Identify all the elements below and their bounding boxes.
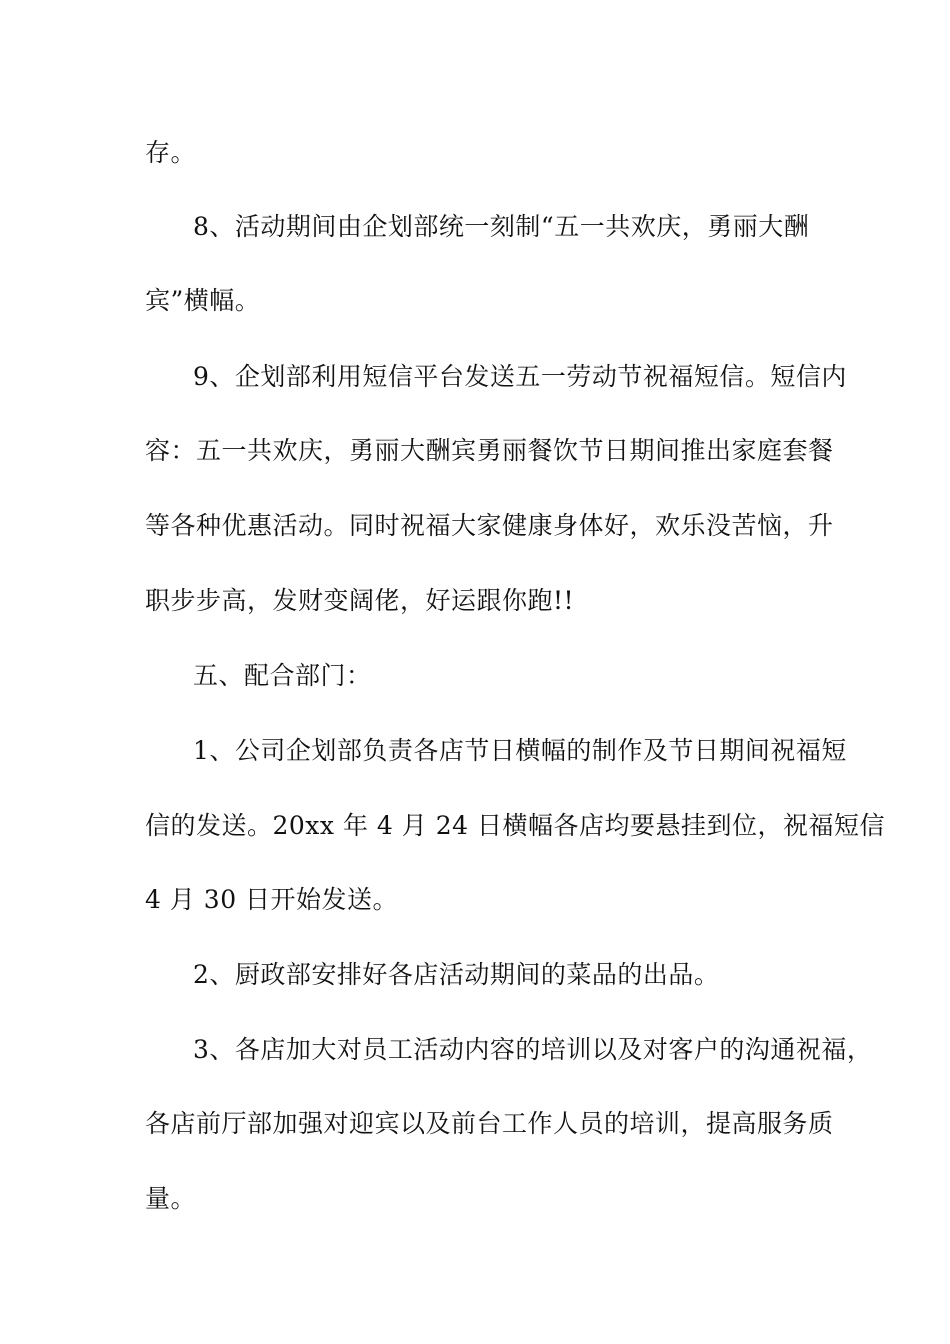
paragraph-line: 职步步高，发财变阔佬，好运跟你跑!! <box>145 586 575 615</box>
paragraph-line: 1、公司企划部负责各店节日横幅的制作及节日期间祝福短 <box>193 736 847 765</box>
paragraph-line: 等各种优惠活动。同时祝福大家健康身体好，欢乐没苦恼，升 <box>145 511 834 540</box>
section-heading: 五、配合部门： <box>193 661 372 690</box>
paragraph-line: 4 月 30 日开始发送。 <box>145 885 399 914</box>
paragraph-line: 2、厨政部安排好各店活动期间的菜品的出品。 <box>193 960 720 989</box>
paragraph-line: 各店前厅部加强对迎宾以及前台工作人员的培训，提高服务质 <box>145 1109 834 1138</box>
paragraph-line: 3、各店加大对员工活动内容的培训以及对客户的沟通祝福， <box>193 1035 873 1064</box>
paragraph-line: 存。 <box>145 138 197 167</box>
paragraph-line: 信的发送。20xx 年 4 月 24 日横幅各店均要悬挂到位，祝福短信 <box>145 811 885 840</box>
paragraph-line: 9、企划部利用短信平台发送五一劳动节祝福短信。短信内 <box>193 362 847 391</box>
paragraph-line: 8、活动期间由企划部统一刻制“五一共欢庆，勇丽大酬 <box>193 212 810 241</box>
paragraph-line: 量。 <box>145 1184 197 1213</box>
paragraph-line: 容：五一共欢庆，勇丽大酬宾勇丽餐饮节日期间推出家庭套餐 <box>145 436 834 465</box>
paragraph-line: 宾”横幅。 <box>145 286 261 315</box>
